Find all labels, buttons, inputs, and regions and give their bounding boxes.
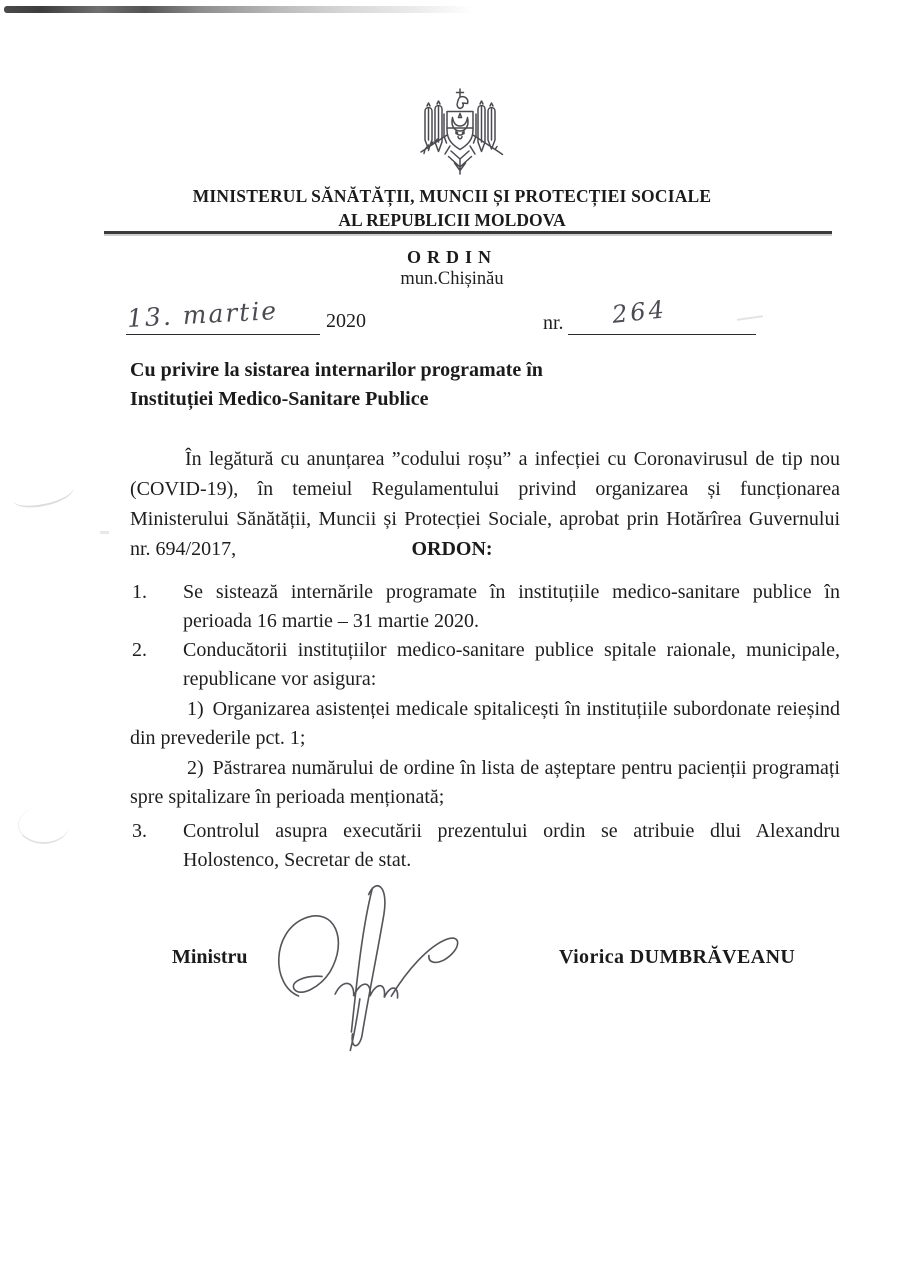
item-number: 2. <box>132 639 147 661</box>
preamble-paragraph: În legătură cu anunțarea ”codului roșu” a infecției cu Coronavirusul de tip nou (COVID-19), în temeiul Regulamentului privind organizarea și funcționarea Ministerului Sănătății, Muncii și Protecției Sociale, aprobat prin Hotărîrea Guvernului nr. 694/2017, <box>130 448 840 560</box>
order-item-3 <box>130 817 840 875</box>
order-subitem-2 <box>130 754 840 812</box>
subject-line2: Instituției Medico-Sanitare Publice <box>130 388 429 410</box>
subject-title <box>130 356 690 414</box>
number-label: nr. <box>543 312 564 334</box>
ministry-name-line2: AL REPUBLICII MOLDOVA <box>338 210 566 230</box>
header-divider-rule <box>104 231 832 234</box>
order-item-1 <box>130 578 840 636</box>
signer-role: Ministru <box>172 946 248 968</box>
moldova-coat-of-arms-icon <box>415 88 505 180</box>
handwritten-order-number: 264 <box>610 295 669 329</box>
order-items-list <box>130 578 840 875</box>
ministry-name-line1: MINISTERUL SĂNĂTĂȚII, MUNCII ȘI PROTECȚIEI SOCIALE <box>192 186 712 206</box>
scan-artifact-top-bar <box>4 6 474 13</box>
order-item-2 <box>130 636 840 694</box>
order-subitem-1 <box>130 695 840 753</box>
subitem-text: Păstrarea numărului de ordine în lista de așteptare pentru pacienții programați spre spitalizare în perioada menționată; <box>130 757 840 808</box>
scan-artifact-smudge <box>737 315 763 321</box>
scan-artifact-smudge <box>100 531 109 534</box>
item-number: 3. <box>132 820 147 842</box>
subitem-text: Organizarea asistenței medicale spitalicești în instituțiile subordonate reieșind din prevederile pct. 1; <box>130 698 840 749</box>
signer-name: Viorica DUMBRĂVEANU <box>559 946 796 968</box>
subitem-number: 1) <box>187 698 204 720</box>
subject-line1: Cu privire la sistarea internarilor programate în <box>130 359 543 381</box>
scan-artifact-curve <box>18 806 69 844</box>
number-underline <box>568 334 756 335</box>
document-type-heading: ORDIN <box>406 247 497 267</box>
item-text: Se sistează internările programate în instituțiile medico-sanitare publice în perioada 16 martie – 31 martie 2020. <box>183 581 840 632</box>
item-number: 1. <box>132 581 147 603</box>
scan-artifact-curve <box>10 476 76 512</box>
subitem-number: 2) <box>187 757 204 779</box>
item-text: Controlul asupra executării prezentului ordin se atribuie dlui Alexandru Holostenco, Secretar de stat. <box>183 820 840 871</box>
handwritten-signature <box>263 872 487 1061</box>
year-text: 2020 <box>326 310 366 332</box>
handwritten-date: 13. martie <box>126 296 279 333</box>
order-heading: ORDON: <box>411 538 493 560</box>
item-text: Conducătorii instituțiilor medico-sanitare publice spitale raionale, municipale, republicane vor asigura: <box>183 639 840 690</box>
issue-place: mun.Chișinău <box>400 269 504 289</box>
date-underline <box>126 334 320 335</box>
